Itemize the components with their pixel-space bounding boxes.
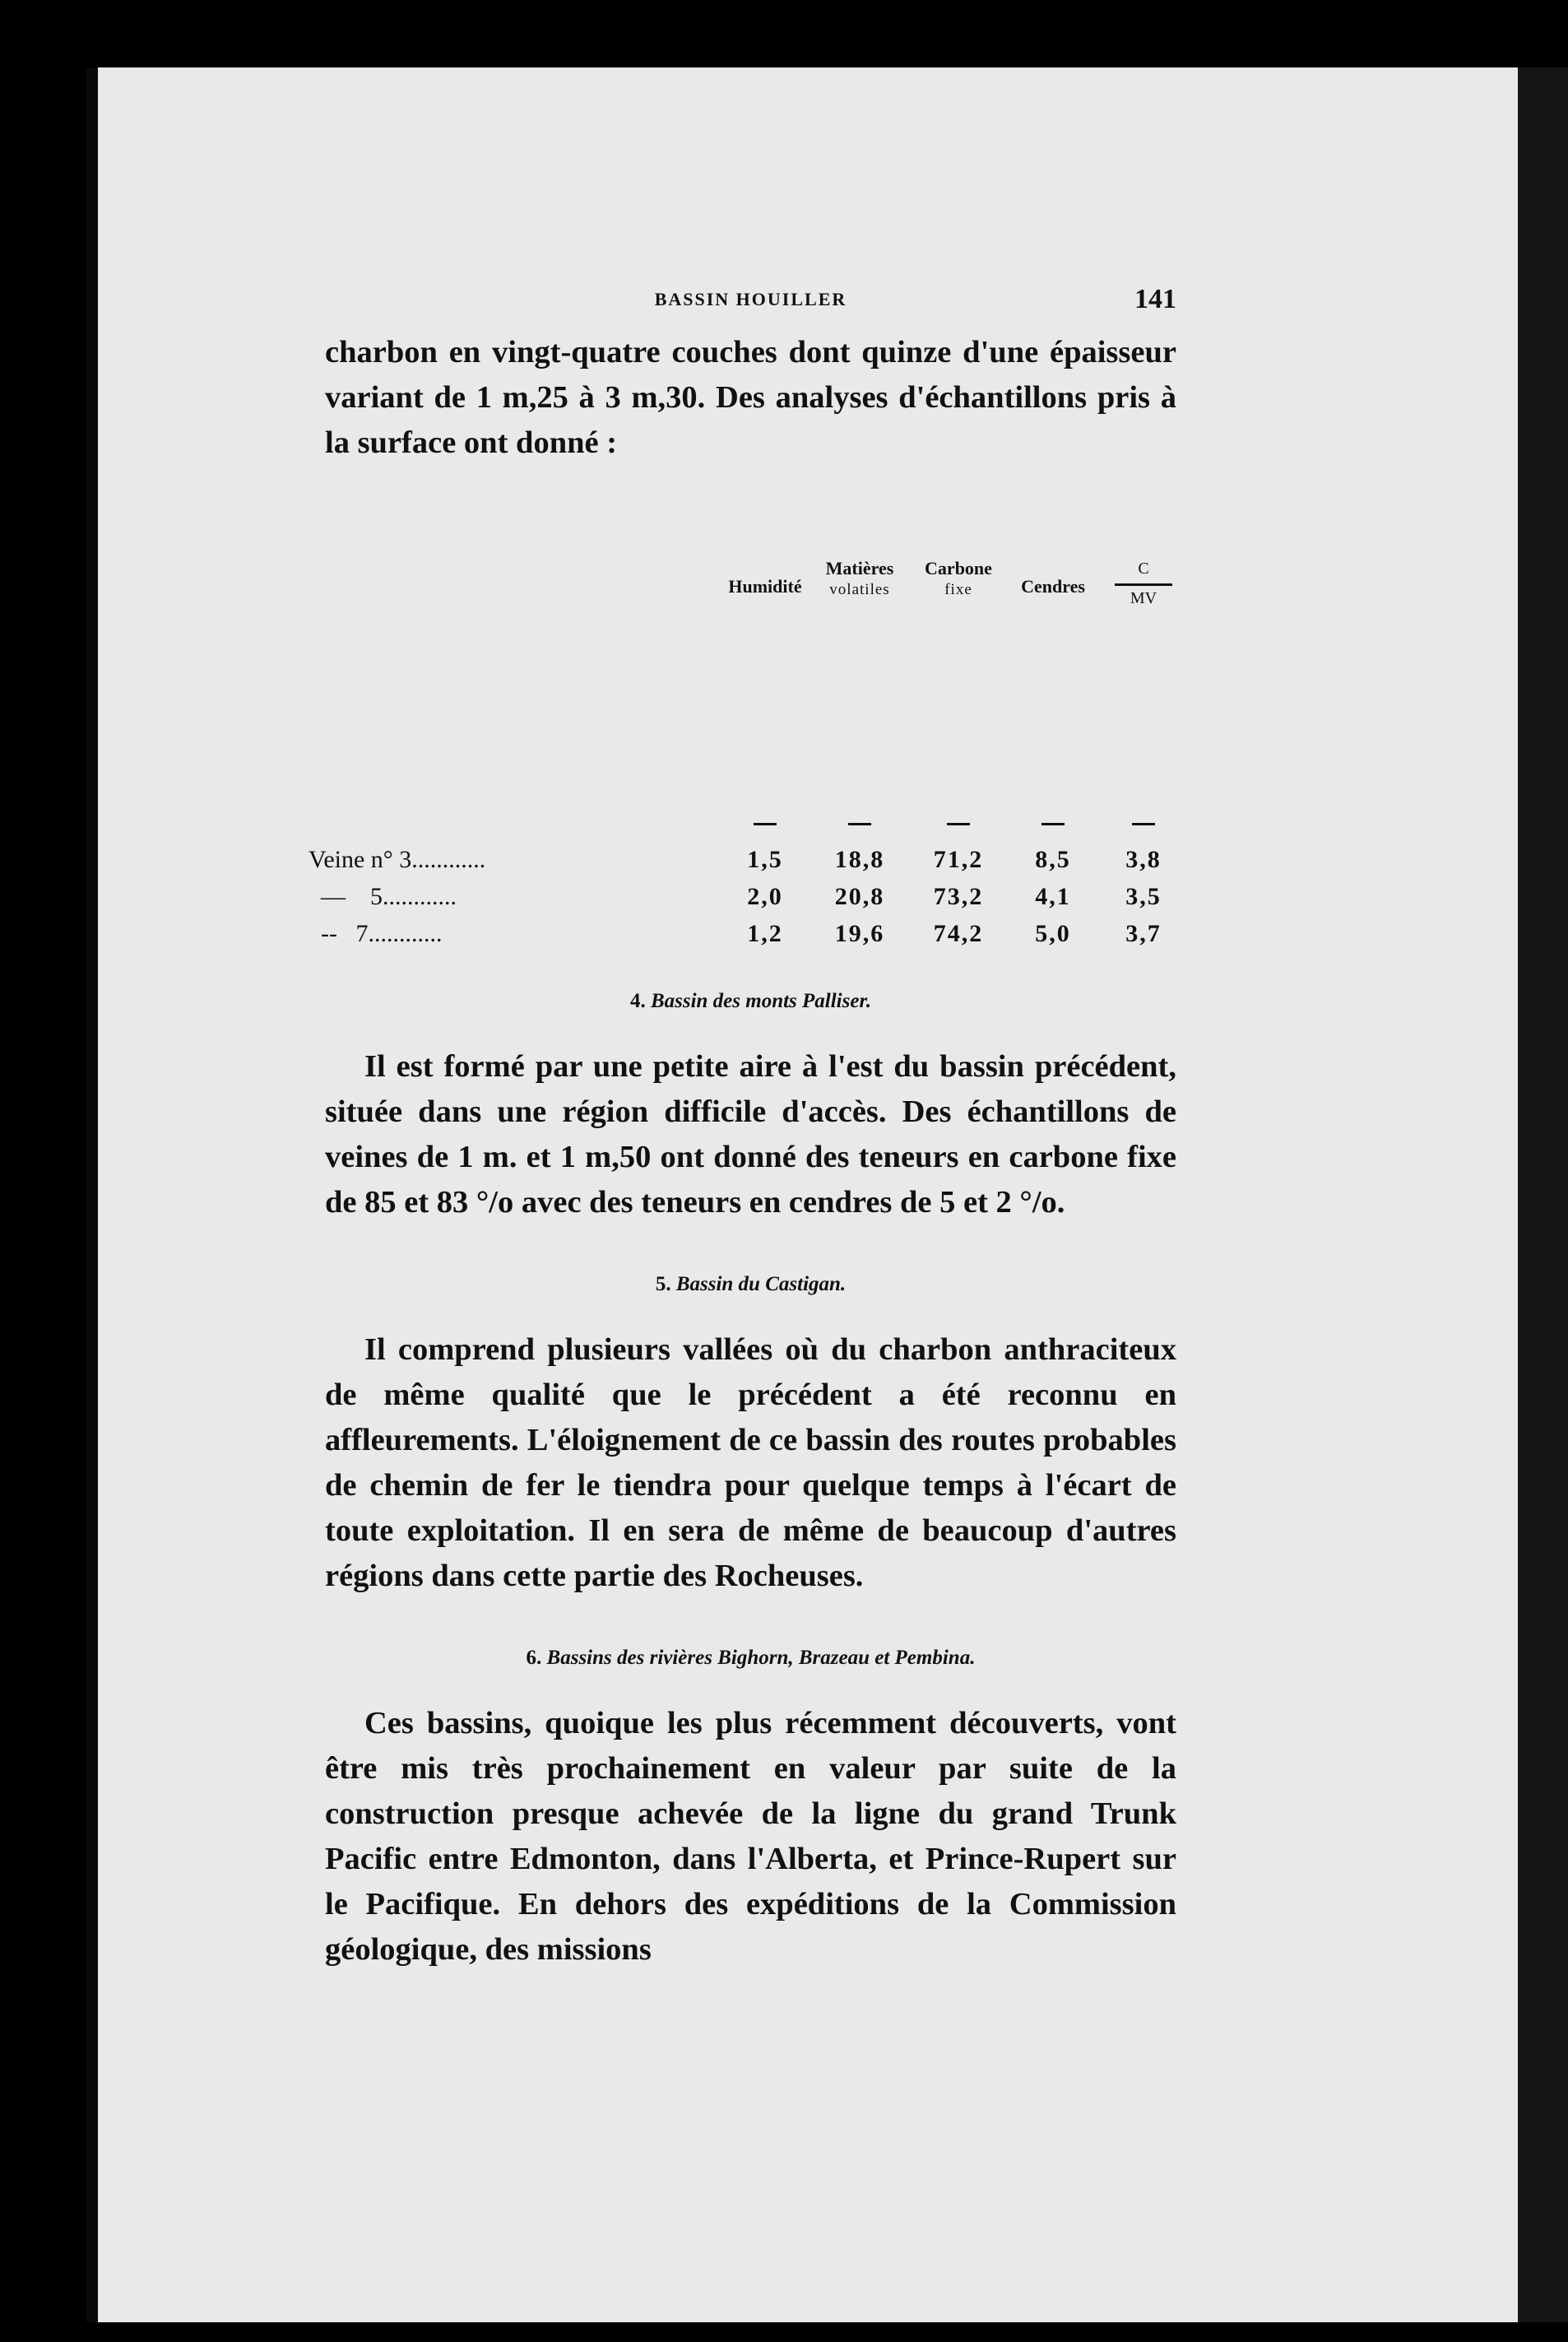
cell-ratio: 3,8 [1125, 846, 1162, 873]
binding-edge [86, 67, 98, 2322]
table-row [308, 846, 1181, 882]
header-ratio-denominator: MV [1130, 589, 1157, 607]
section-title: Bassin des monts Palliser. [650, 990, 872, 1012]
running-head [325, 284, 1176, 330]
cell-matieres: 18,8 [834, 846, 885, 873]
page-content [308, 284, 1176, 1973]
cell-cendres: 4,1 [1035, 883, 1071, 910]
paragraph-1: charbon en vingt-quatre couches dont quinze d'une épaisseur variant de 1 m,25 à 3 m,30. Des analyses d'échantillons pris à la surface ont donné : [325, 335, 1176, 460]
cell-carbone: 74,2 [933, 920, 984, 947]
section-number: 4. [629, 990, 646, 1012]
analysis-table [308, 484, 1176, 947]
column-dash [754, 823, 777, 825]
header-carbone-sub: fixe [944, 581, 972, 598]
section-heading-6 [325, 1647, 1176, 1670]
header-humidite: Humidité [728, 576, 802, 597]
table-row [308, 883, 1181, 919]
cell-humidite: 1,2 [747, 920, 783, 947]
column-dash [848, 823, 871, 825]
cell-matieres: 19,6 [834, 920, 885, 947]
header-matieres [810, 558, 909, 601]
header-carbone-top: Carbone [925, 558, 992, 579]
paragraph-2: Il est formé par une petite aire à l'est du bassin précédent, située dans une région difficile d'accès. Des échantillons de veines de 1 m. et 1 m,50 ont donné des teneurs en carbone fixe de 85 et 83 °/o avec des teneurs en cendres de 5 et 2 °/o. [325, 1049, 1176, 1220]
section-heading-5 [325, 1273, 1176, 1296]
row-label: — 5............ [308, 883, 457, 910]
table-row [308, 920, 1181, 956]
cell-cendres: 8,5 [1035, 846, 1071, 873]
header-carbone [913, 558, 1004, 601]
header-matieres-top: Matières [825, 558, 894, 579]
cell-ratio: 3,7 [1125, 920, 1162, 947]
section-number: 6. [526, 1647, 542, 1669]
cell-cendres: 5,0 [1035, 920, 1071, 947]
cell-ratio: 3,5 [1125, 883, 1162, 910]
cell-humidite: 2,0 [747, 883, 783, 910]
section-heading-4 [325, 990, 1176, 1013]
header-matieres-sub: volatiles [829, 581, 890, 598]
column-dash [1041, 823, 1065, 825]
paragraph-4: Ces bassins, quoique les plus récemment découverts, vont être mis très prochainement en valeur par suite de la construction presque achevée de la ligne du grand Trunk Pacific entre Edmonton, dans l'Alberta, et Prince-Rupert sur le Pacifique. En dehors des expéditions de la Commission géologique, des missions [325, 1706, 1176, 1967]
cell-humidite: 1,5 [747, 846, 783, 873]
cell-matieres: 20,8 [834, 883, 885, 910]
row-label: -- 7............ [308, 920, 443, 947]
column-dash [947, 823, 970, 825]
section-title: Bassin du Castigan. [675, 1273, 847, 1295]
paragraph-3: Il comprend plusieurs vallées où du charbon anthraciteux de même qualité que le précédent a été reconnu en affleurements. L'éloignement de ce bassin des routes probables de chemin de fer le tiendra pour quelque temps à l'écart de toute exploitation. Il en sera de même de beaucoup d'autres régions dans cette partie des Rocheuses. [325, 1332, 1176, 1593]
running-head-title: BASSIN HOUILLER [654, 289, 847, 309]
column-dash [1132, 823, 1155, 825]
page-number: 141 [1134, 284, 1176, 314]
cell-carbone: 71,2 [933, 846, 984, 873]
row-label: Veine n° 3............ [308, 846, 486, 873]
section-title: Bassins des rivières Bighorn, Brazeau et Pembina. [546, 1647, 976, 1669]
header-cendres: Cendres [1021, 576, 1085, 597]
scan-border [1518, 67, 1568, 2322]
header-ratio [1115, 560, 1172, 608]
header-ratio-numerator: C [1115, 560, 1172, 586]
section-number: 5. [655, 1273, 671, 1295]
cell-carbone: 73,2 [933, 883, 984, 910]
